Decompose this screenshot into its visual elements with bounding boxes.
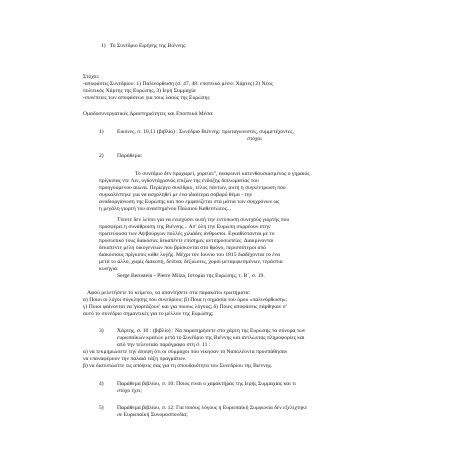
quote-line: πρωτεύουσα των Αψβούργων πολλές χιλιάδες άνθρωποι. Εγκαθίστανται με το	[99, 231, 275, 237]
activities-heading: Ομαδοσυνεργατικές Δραστηριότητες και Εποπτικά Μέσα:	[83, 111, 214, 117]
item-2	[99, 153, 142, 159]
questions-intro: Αφού μελετήσετε το κείμενο, να απαντήσετε στα παρακάτω ερωτήματα:	[87, 290, 251, 296]
quote-line: Το συνέδριο δεν προχωρεί, χορεύει", αναφωνεί κατενθουσιασμένος ο γηραιός	[135, 171, 310, 177]
quote-line: διακόσιους πρίγκιπες κάθε λογής. Μέχρι τον Ιούνιο του 1815 διαδέχονται το ένα	[99, 252, 281, 258]
item-text: Παράθεμα βιβλίου, σ. 10: Ποιος είναι ο χαρακτήρας της Ιερής Συμμαχίας και τι	[117, 381, 296, 387]
quote-line: κυνήγια.	[99, 266, 119, 272]
goals-line: -συνέπειες των αποφάσεων για τους λαούς της Ευρώπης	[83, 95, 210, 101]
quote-line: η μεγάλη γιορτή του αναστημένου Παλαιού Καθεστώτος...	[99, 206, 232, 212]
item-text: ευρωπαϊκών κρατών μετά το Συνέδριο της Βιέννης και αντλώντας πληροφορίες και	[117, 335, 305, 341]
item-number: 4)	[99, 381, 104, 387]
item-text: σε Ευρωπαϊκή Συνομοσπονδία;	[117, 412, 188, 418]
quote-line: συγκαλέστηκε για να ασχοληθεί με ένα ιδιαίτερα σοβαρό θέμα - την	[99, 192, 253, 198]
quote-line: αναδιοργάνωση της Ευρώπης και που εμφανίζεται στα μάτια των συγχρόνων ως	[99, 199, 280, 205]
goals-line: πολιτικός Χάρτης της Ευρώπης, 3) Ιερή Συμμαχία	[83, 88, 196, 94]
quote-line: προηγούμενου αιώνα. Περίεργο συνέδριο, τέλος πάντων, αυτή η συγκέντρωση που	[99, 185, 286, 191]
quote-source: Serge Bernstein - Pierre Milza, Ιστορία της Ευρώπης, τ. Β΄, σ. 19.	[117, 273, 265, 279]
item-1	[99, 129, 294, 135]
quote-line: προσφέρει η συνάθροιση της Βιέννης... Απ' όλη την Ευρώπη συρρέουν στην	[99, 224, 271, 230]
question-line: αυτό το συνέδριο σημαντικές για το μέλλον της Ευρώπης;	[83, 311, 214, 317]
question-line: α) Ποιοι οι λόγοι σύγκλησης του συνεδρίου; β) Ποια η σημασία του όρου «παλινόρθωση»;	[83, 297, 288, 303]
item-number: 3)	[99, 328, 104, 334]
goals-line: -αποφάσεις Συνεδρίου: 1) Παλινόρθωση (σ. 47, 48: εποπτικό μέσο: Χάρτες) 2) Νέος	[83, 81, 273, 87]
task-line: α) να τεκμηριώσετε την άποψη ότι οι σύμμαχοι που νίκησαν το Ναπολέοντα προσπάθησαν	[83, 349, 288, 355]
item-label: Παράθεμα:	[117, 153, 143, 159]
task-line: να επαναφέρουν την παλαιά τάξη πραγμάτων.	[83, 356, 187, 362]
item-5	[99, 405, 307, 411]
item-text: στόχοι	[247, 136, 262, 142]
quote-line: μετά το άλλο, χωρίς διακοπή, δείπνα, δεξιώσεις, χοροί μεταμφιεσμένων, τεράστια	[99, 259, 283, 265]
quote-line: Τίποτε δεν λείπει για να ενισχύσει αυτή την εντύπωση συνεχούς γιορτής που	[117, 217, 290, 223]
goals-heading: Στόχοι:	[83, 74, 100, 80]
quote-line: πρίγκιπας ντε Λιν, ογδοντάχρονος επιζών της ένδοξης διπλωματίας του	[99, 178, 259, 184]
quote-line: δεκαπέντε μέλη οικογενειών που βρίσκονται στο θρόνο, περισσότεροι από	[99, 245, 267, 251]
task-line: β) να διατυπώσετε τις απόψεις σας για τη σπουδαιότητα του Συνεδρίου της Βιέννης.	[83, 363, 273, 369]
item-text: από την τελευταία παράγραφο στη σ. 11 :	[117, 342, 211, 348]
item-4	[99, 381, 296, 387]
question-line: γ) Ποιοι φαίνονται να 'γιορτάζουν' και για ποιους λόγους; δ) Ποιες αποφάσεις πάρθηκαν σ'	[83, 304, 287, 310]
item-text: Παράθεμα βιβλίου, σ. 12: Για ποιους λόγους η Ευρωπαϊκή Συμφωνία δεν εξελίχτηκε	[117, 405, 308, 411]
item-text: Χάρτης, σ. 10 : (βιβλίο) : Να παρατηρήσετε στο χάρτη της Ευρώπης τα σύνορα των	[117, 328, 306, 334]
item-text: Εικόνες, σ. 10,11 (βιβλίο) : Συνέδριο Βιέννης: πρωταγωνιστές, συμμετέχοντες,	[117, 129, 294, 135]
item-number: 2)	[99, 153, 104, 159]
item-number: 1)	[99, 129, 104, 135]
section-title: 1) Το Συνέδριο Ειρήνης της Βιέννης	[101, 43, 186, 49]
item-3	[99, 328, 305, 334]
item-text: στόχο έχει;	[117, 388, 142, 394]
item-number: 5)	[99, 405, 104, 411]
quote-line: προσωπικό τους διακόσιες δεκαπέντε επίσημες αντιπροσωπείες. Διακρίνονται	[99, 238, 274, 244]
